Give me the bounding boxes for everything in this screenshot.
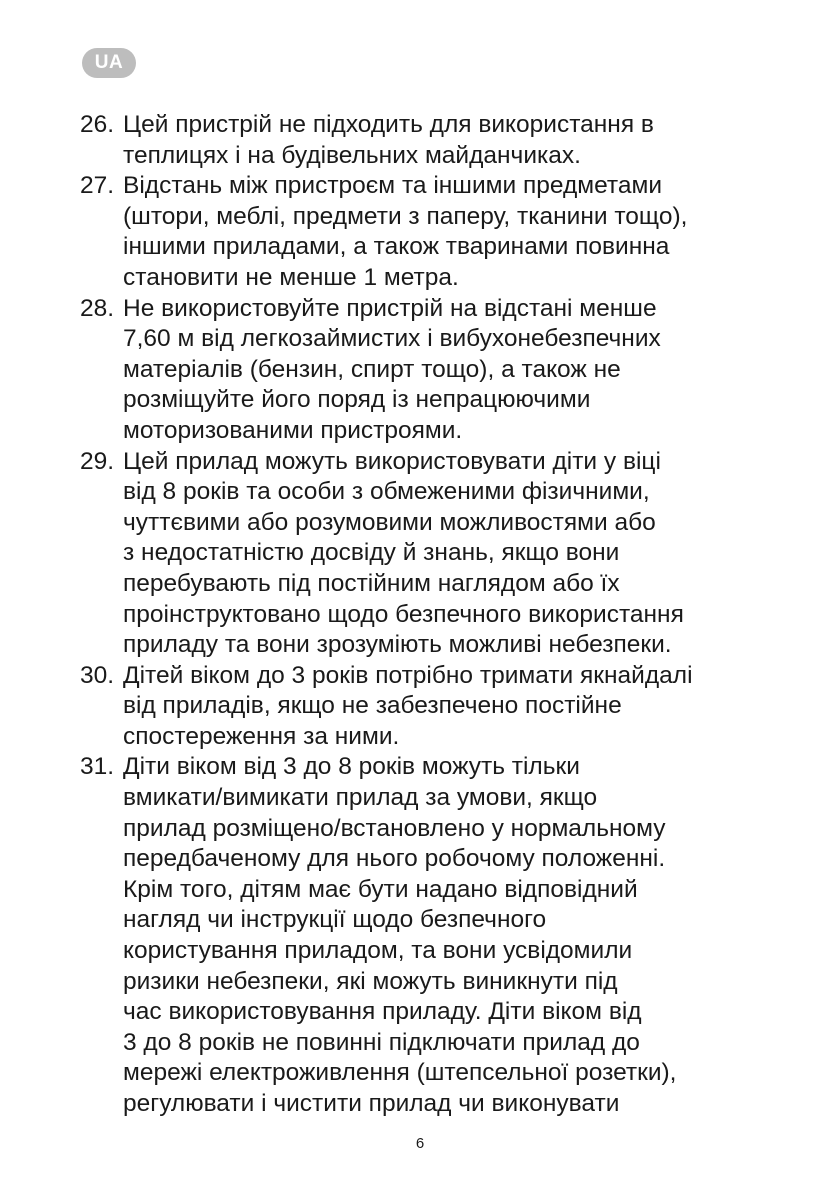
instructions-list — [80, 110, 770, 1120]
item-number: 29. — [80, 447, 115, 475]
text-line: з недостатністю досвіду й знань, якщо вони — [123, 539, 620, 567]
text-line: матеріалів (бензин, спирт тощо), а також не — [123, 355, 621, 383]
text-line: Цей прилад можуть використовувати діти у віці — [123, 447, 661, 475]
text-line: розміщуйте його поряд із непрацюючими — [123, 386, 591, 414]
text-line: Відстань між пристроєм та іншими предметами — [123, 172, 662, 200]
text-line: від приладів, якщо не забезпечено постійне — [123, 692, 622, 720]
list-item — [80, 110, 770, 171]
page-number: 6 — [415, 1135, 425, 1152]
text-line: іншими приладами, а також тваринами повинна — [123, 233, 670, 261]
text-line: спостереження за ними. — [123, 722, 400, 750]
text-line: Крім того, дітям має бути надано відповідний — [123, 875, 638, 903]
item-number: 30. — [80, 661, 115, 689]
text-line: перебувають під постійним наглядом або їх — [123, 569, 620, 597]
language-badge: UA — [82, 48, 136, 78]
text-line: моторизованими пристроями. — [123, 416, 463, 444]
text-line: чуттєвими або розумовими можливостями або — [123, 508, 656, 536]
text-line: приладу та вони зрозуміють можливі небезпеки. — [123, 631, 672, 659]
item-number: 28. — [80, 294, 115, 322]
text-line: регулювати і чистити прилад чи виконувати — [123, 1090, 620, 1117]
text-line: Цей пристрій не підходить для використання в — [123, 111, 654, 138]
text-line: час використовування приладу. Діти віком від — [123, 998, 642, 1026]
text-line: від 8 років та особи з обмеженими фізичними, — [123, 478, 650, 506]
item-text — [123, 294, 770, 447]
text-line: ризики небезпеки, які можуть виникнути під — [123, 967, 618, 995]
text-line: 3 до 8 років не повинні підключати прилад до — [123, 1028, 640, 1056]
item-text — [123, 110, 770, 171]
text-line: мережі електроживлення (штепсельної розетки), — [123, 1059, 677, 1087]
text-line: передбаченому для нього робочому положенні. — [123, 845, 666, 873]
item-text — [123, 171, 770, 293]
text-line: прилад розміщено/встановлено у нормальному — [123, 814, 666, 842]
list-item — [80, 294, 770, 447]
list-item — [80, 752, 770, 1119]
text-line: вмикати/вимикати прилад за умови, якщо — [123, 784, 598, 812]
text-line: Не використовуйте пристрій на відстані менше — [123, 294, 657, 322]
item-number: 31. — [80, 753, 115, 781]
item-text — [123, 661, 770, 753]
list-item — [80, 171, 770, 293]
text-line: проінструктовано щодо безпечного використання — [123, 600, 684, 628]
text-line: користування приладом, та вони усвідомили — [123, 937, 633, 965]
list-item — [80, 661, 770, 753]
item-number: 26. — [80, 111, 115, 138]
text-line: теплицях і на будівельних майданчиках. — [123, 141, 581, 169]
text-line: Діти віком від 3 до 8 років можуть тільки — [123, 753, 580, 781]
text-line: нагляд чи інструкції щодо безпечного — [123, 906, 547, 934]
text-line: (штори, меблі, предмети з паперу, тканини тощо), — [123, 202, 688, 230]
text-line: Дітей віком до 3 років потрібно тримати якнайдалі — [123, 661, 693, 689]
item-text — [123, 447, 770, 661]
text-line: 7,60 м від легкозаймистих і вибухонебезпечних — [123, 325, 661, 353]
item-text — [123, 752, 770, 1119]
list-item — [80, 447, 770, 661]
item-number: 27. — [80, 172, 115, 200]
text-line: становити не менше 1 метра. — [123, 263, 459, 291]
